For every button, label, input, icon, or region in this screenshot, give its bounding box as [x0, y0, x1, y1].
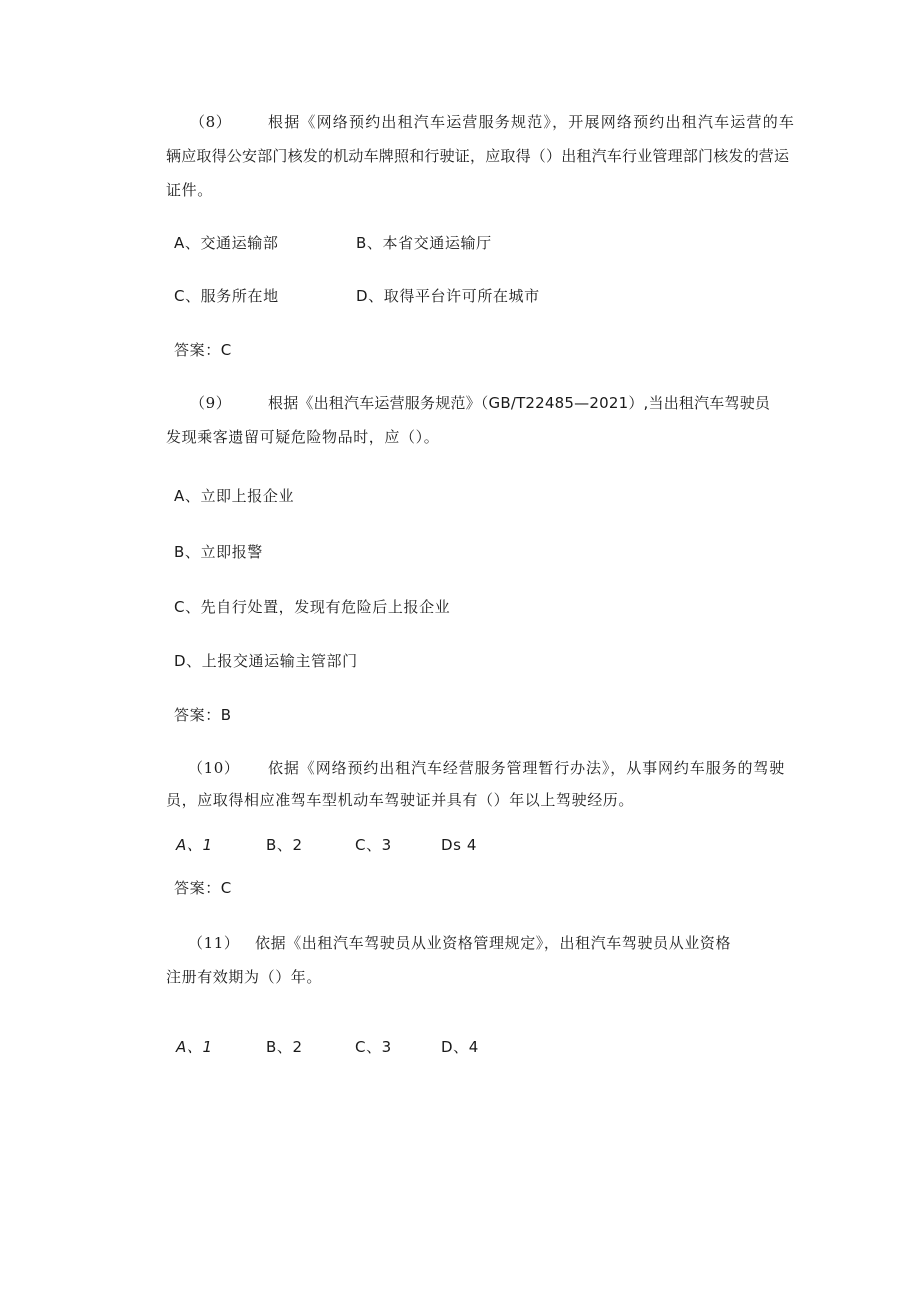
- question-text-line: 辆应取得公安部门核发的机动车牌照和行驶证，应取得（）出租汽车行业管理部门核发的营运: [166, 147, 790, 165]
- option-d: D、上报交通运输主管部门: [174, 652, 358, 670]
- option-c: C、先自行处置，发现有危险后上报企业: [174, 598, 451, 616]
- option-a: A、1: [176, 1038, 213, 1056]
- option-c: C、服务所在地: [174, 287, 279, 305]
- option-b: B、本省交通运输厅: [356, 234, 492, 252]
- answer: 答案：C: [174, 879, 232, 897]
- question-number: （11）: [188, 934, 240, 952]
- answer: 答案：C: [174, 341, 232, 359]
- question-text-line: 依据《网络预约出租汽车经营服务管理暂行办法》，从事网约车服务的驾驶: [268, 759, 786, 777]
- option-b: B、2: [266, 1038, 303, 1056]
- option-d: D、取得平台许可所在城市: [356, 287, 540, 305]
- question-text-line: 根据《网络预约出租汽车运营服务规范》，开展网络预约出租汽车运营的车: [268, 113, 796, 131]
- option-a: A、1: [176, 836, 213, 854]
- option-d: Ds 4: [441, 836, 478, 854]
- option-a: A、交通运输部: [174, 234, 279, 252]
- question-number: （8）: [190, 113, 232, 131]
- question-text-line: 员，应取得相应准驾车型机动车驾驶证并具有（）年以上驾驶经历。: [166, 791, 635, 809]
- option-c: C、3: [355, 836, 392, 854]
- option-d: D、4: [441, 1038, 479, 1056]
- question-text-line: 发现乘客遗留可疑危险物品时，应（）。: [166, 428, 440, 446]
- option-b: B、立即报警: [174, 543, 263, 561]
- question-text-line: 注册有效期为（）年。: [166, 968, 323, 986]
- question-text-line: 证件。: [166, 181, 213, 199]
- option-c: C、3: [355, 1038, 392, 1056]
- option-a: A、立即上报企业: [174, 487, 295, 505]
- answer: 答案：B: [174, 706, 232, 724]
- question-number: （9）: [190, 394, 232, 412]
- question-text-line: 根据《出租汽车运营服务规范》（GB/T22485—2021）,当出租汽车驾驶员: [268, 394, 771, 412]
- question-text-line: 依据《出租汽车驾驶员从业资格管理规定》，出租汽车驾驶员从业资格: [255, 934, 732, 952]
- question-number: （10）: [188, 759, 240, 777]
- option-b: B、2: [266, 836, 303, 854]
